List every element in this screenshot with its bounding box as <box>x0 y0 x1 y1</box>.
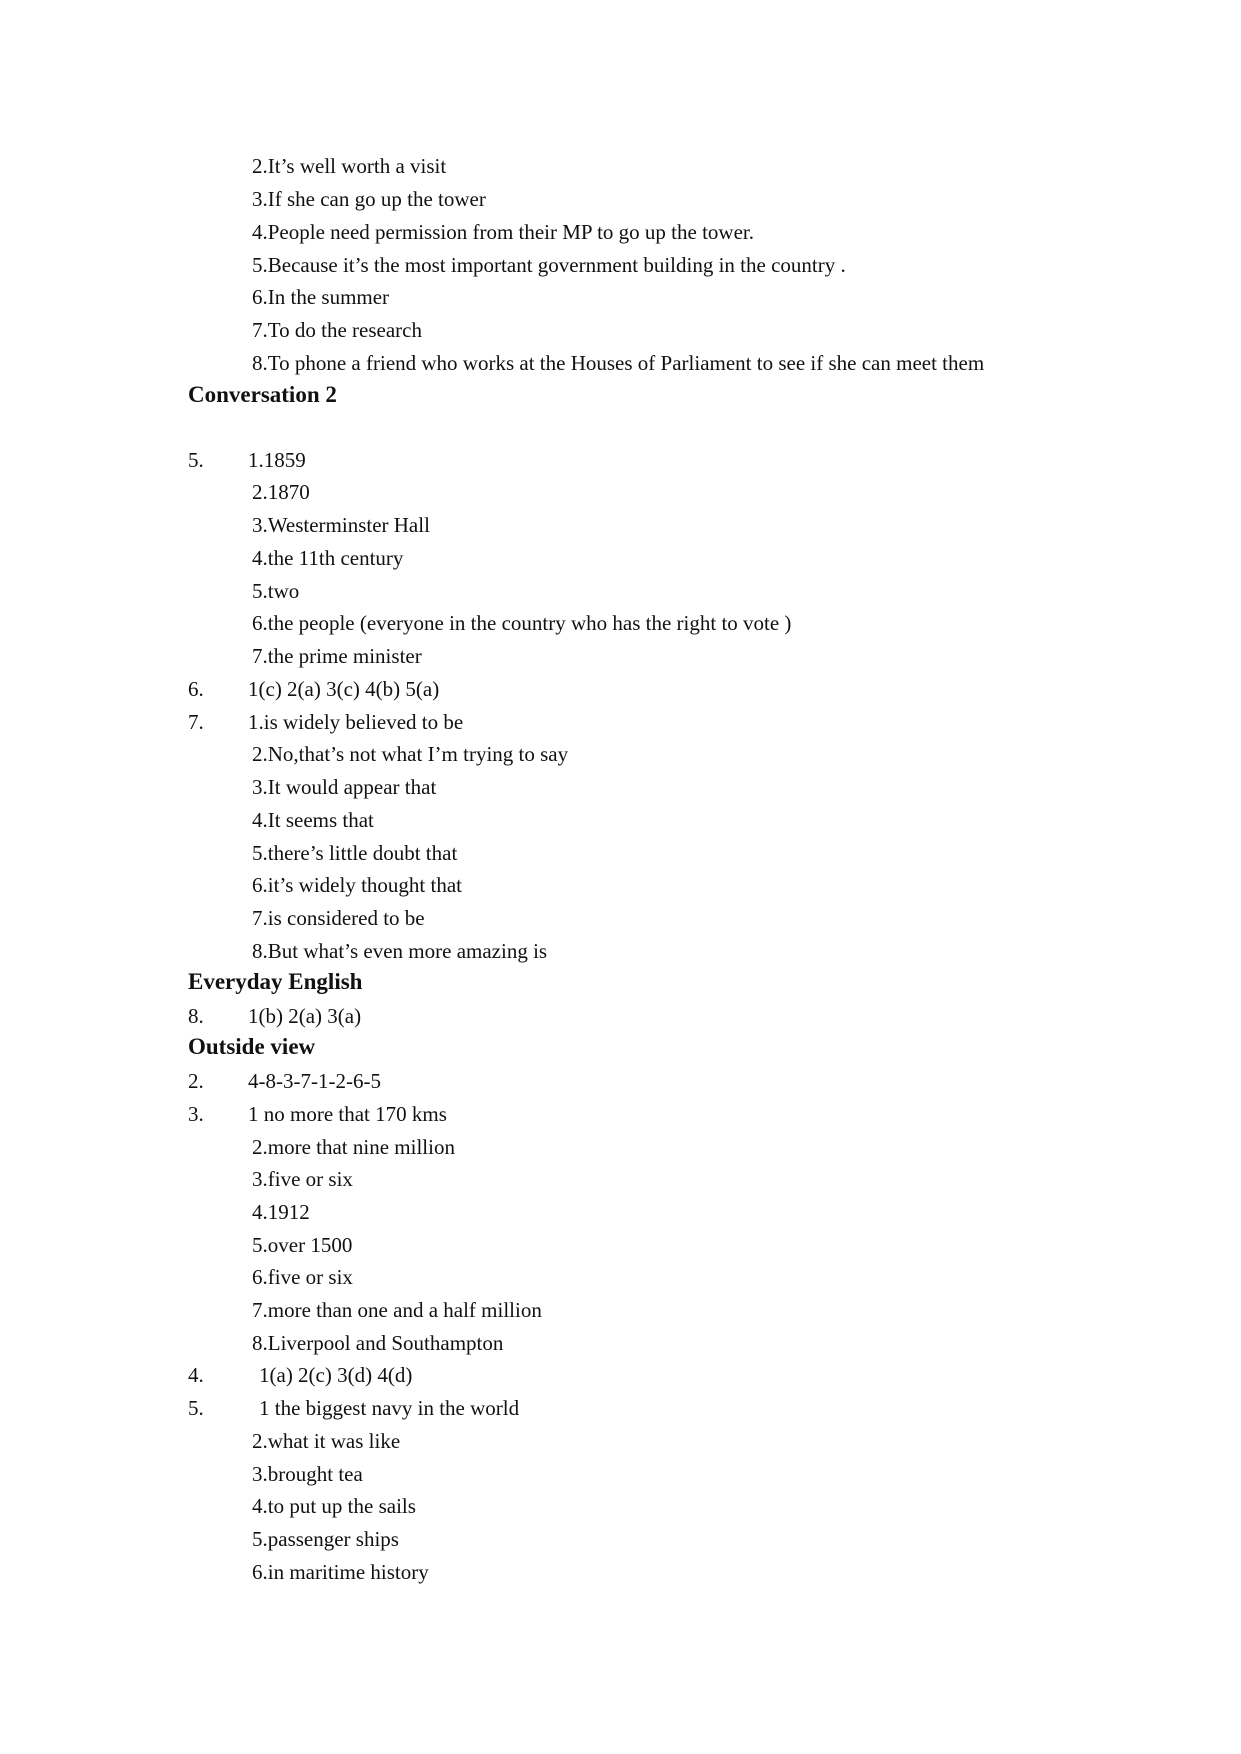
list-item-text: 2.It’s well worth a visit <box>252 154 447 178</box>
answer-text: 1 no more that 170 kms <box>248 1102 447 1126</box>
list-item-text: 2.1870 <box>252 480 310 504</box>
list-item-text: 4.It seems that <box>252 808 374 832</box>
list-item-text: 6.In the summer <box>252 285 390 309</box>
list-item-text: 5.over 1500 <box>252 1233 353 1257</box>
list-item-text: 3.brought tea <box>252 1462 363 1486</box>
answer-text: 1(c) 2(a) 3(c) 4(b) 5(a) <box>248 677 440 701</box>
list-item-text: 2.No,that’s not what I’m trying to say <box>252 742 569 766</box>
list-item-text: 2.more that nine million <box>252 1135 455 1159</box>
answer-text: 1.is widely believed to be <box>248 710 464 734</box>
question-number: 4. <box>188 1363 204 1387</box>
list-item-text: 8.To phone a friend who works at the Houses of Parliament to see if she can meet them <box>252 351 985 375</box>
list-item-text: 4.People need permission from their MP to go up the tower. <box>252 220 754 244</box>
section-heading-outside-view: Outside view <box>188 1034 316 1059</box>
list-item-text: 6.it’s widely thought that <box>252 873 462 897</box>
answer-text: 1(b) 2(a) 3(a) <box>248 1004 362 1028</box>
list-item-text: 3.If she can go up the tower <box>252 187 486 211</box>
list-item-text: 5.there’s little doubt that <box>252 841 458 865</box>
list-item-text: 6.the people (everyone in the country who has the right to vote ) <box>252 611 792 635</box>
question-number: 6. <box>188 677 204 701</box>
question-number: 2. <box>188 1069 204 1093</box>
answer-text: 1 the biggest navy in the world <box>259 1396 520 1420</box>
question-number: 5. <box>188 1396 204 1420</box>
list-item-text: 4.the 11th century <box>252 546 404 570</box>
section-heading-conversation-2: Conversation 2 <box>188 382 337 407</box>
list-item-text: 6.in maritime history <box>252 1560 429 1584</box>
answer-text: 4-8-3-7-1-2-6-5 <box>248 1069 381 1093</box>
question-number: 8. <box>188 1004 204 1028</box>
answer-text: 1(a) 2(c) 3(d) 4(d) <box>259 1363 413 1387</box>
list-item-text: 3.five or six <box>252 1167 353 1191</box>
list-item-text: 4.1912 <box>252 1200 310 1224</box>
answer-text: 1.1859 <box>248 448 306 472</box>
list-item-text: 5.two <box>252 579 300 603</box>
list-item-text: 3.Westerminster Hall <box>252 513 430 537</box>
list-item-text: 4.to put up the sails <box>252 1494 416 1518</box>
question-number: 5. <box>188 448 204 472</box>
list-item-text: 5.Because it’s the most important government building in the country . <box>252 253 846 277</box>
question-number: 7. <box>188 710 204 734</box>
list-item-text: 7.the prime minister <box>252 644 422 668</box>
question-number: 3. <box>188 1102 204 1126</box>
list-item-text: 6.five or six <box>252 1265 353 1289</box>
list-item-text: 7.more than one and a half million <box>252 1298 542 1322</box>
list-item-text: 8.Liverpool and Southampton <box>252 1331 504 1355</box>
list-item-text: 2.what it was like <box>252 1429 401 1453</box>
list-item-text: 3.It would appear that <box>252 775 437 799</box>
list-item-text: 7.To do the research <box>252 318 422 342</box>
list-item-text: 7.is considered to be <box>252 906 425 930</box>
list-item-text: 5.passenger ships <box>252 1527 399 1551</box>
section-heading-everyday-english: Everyday English <box>188 969 363 994</box>
list-item-text: 8.But what’s even more amazing is <box>252 939 548 963</box>
